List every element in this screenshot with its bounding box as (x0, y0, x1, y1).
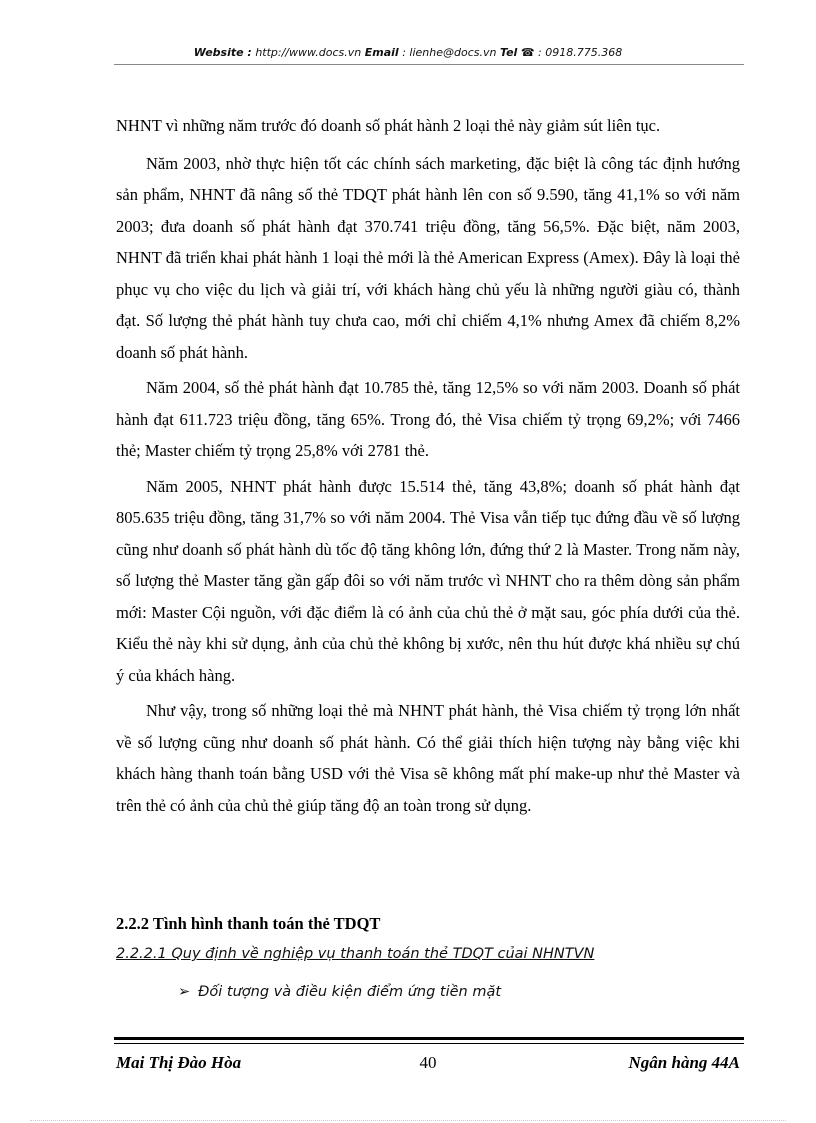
paragraph-5: Như vậy, trong số những loại thẻ mà NHNT phát hành, thẻ Visa chiếm tỷ trọng lớn nhất về số lượng cũng như doanh số phát hành. Có thể giải thích hiện tượng này bằng việc khi khách hàng thanh toán bằng USD với thẻ Visa sẽ không mất phí make-up như thẻ Master và trên thẻ có ảnh của chủ thẻ giúp tăng độ an toàn trong sử dụng. (116, 701, 740, 815)
tel-label: Tel (499, 46, 518, 59)
arrow-bullet-icon: ➢ (178, 984, 191, 1000)
bullet-text: Đối tượng và điều kiện điểm ứng tiền mặt (198, 984, 502, 1000)
bottom-divider (30, 1120, 786, 1121)
tel-value: : 0918.775.368 (538, 46, 623, 59)
footer-author: Mai Thị Đào Hòa (116, 1053, 242, 1072)
bullet-item (178, 984, 501, 1000)
body-text (116, 110, 740, 825)
subsection-heading: 2.2.2.1 Quy định về nghiệp vụ thanh toán thẻ TDQT củai NHNTVN (116, 946, 595, 962)
footer-rule (114, 1037, 744, 1044)
telephone-icon: ☎ (520, 46, 535, 59)
website-url[interactable]: http://www.docs.vn (255, 46, 362, 59)
header-rule (114, 64, 744, 65)
email-label: Email (364, 46, 399, 59)
email-value[interactable]: : lienhe@docs.vn (402, 46, 497, 59)
footer-class-name: Ngân hàng 44A (628, 1053, 740, 1072)
footer-page-number: 40 (419, 1053, 437, 1072)
paragraph-3: Năm 2004, số thẻ phát hành đạt 10.785 thẻ, tăng 12,5% so với năm 2003. Doanh số phát hành đạt 611.723 triệu đồng, tăng 65%. Trong đó, thẻ Visa chiếm tỷ trọng 69,2%; với 7466 thẻ; Master chiếm tỷ trọng 25,8% với 2781 thẻ. (116, 378, 740, 460)
paragraph-1: NHNT vì những năm trước đó doanh số phát hành 2 loại thẻ này giảm sút liên tục. (116, 116, 661, 135)
website-label: Website : (193, 46, 252, 59)
section-heading: 2.2.2 Tình hình thanh toán thẻ TDQT (116, 914, 381, 933)
paragraph-4: Năm 2005, NHNT phát hành được 15.514 thẻ, tăng 43,8%; doanh số phát hành đạt 805.635 triệu đồng, tăng 31,7% so với năm 2004. Thẻ Visa vẫn tiếp tục đứng đầu về số lượng cũng như doanh số phát hành dù tốc độ tăng không lớn, đứng thứ 2 là Master. Trong năm này, số lượng thẻ Master tăng gần gấp đôi so với năm trước vì NHNT cho ra thêm dòng sản phẩm mới: Master Cội nguồn, với đặc điểm là có ảnh của chủ thẻ ở mặt sau, góc phía dưới của thẻ. Kiểu thẻ này khi sử dụng, ảnh của chủ thẻ không bị xước, nên thu hút được khá nhiều sự chú ý của khách hàng. (116, 476, 740, 685)
paragraph-2: Năm 2003, nhờ thực hiện tốt các chính sách marketing, đặc biệt là công tác định hướng sản phẩm, NHNT đã nâng số thẻ TDQT phát hành lên con số 9.590, tăng 41,1% so với năm 2003; đưa doanh số phát hành đạt 370.741 triệu đồng, tăng 56,5%. Đặc biệt, năm 2003, NHNT đã triển khai phát hành 1 loại thẻ mới là thẻ American Express (Amex). Đây là loại thẻ phục vụ cho việc du lịch và giải trí, với khách hàng chủ yếu là những người giàu có, thành đạt. Số lượng thẻ phát hành tuy chưa cao, mới chỉ chiếm 4,1% nhưng Amex đã chiếm 8,2% doanh số phát hành. (116, 153, 740, 362)
page-header (0, 46, 816, 59)
